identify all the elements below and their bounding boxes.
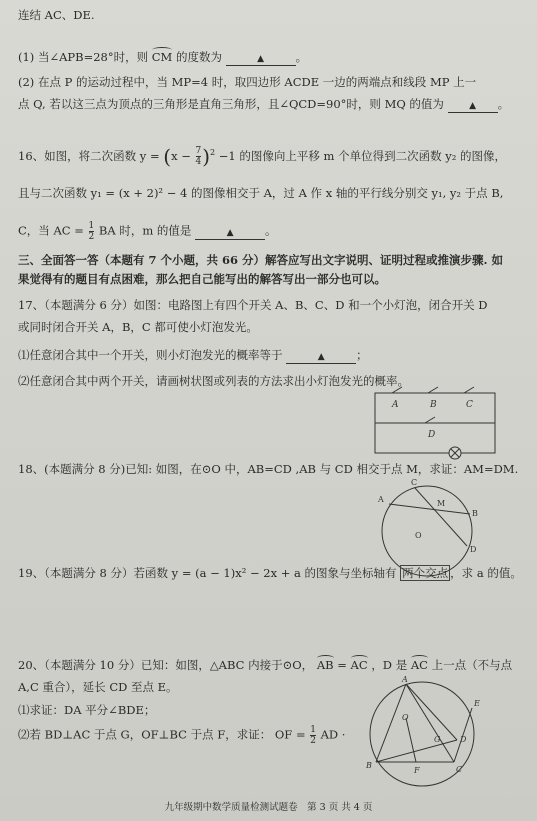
q20-part1: ⑴求证：DA 平分∠BDE；	[18, 703, 156, 717]
circuit-label-d: D	[428, 430, 436, 440]
switch-a	[392, 387, 402, 393]
q17-line2: 或同时闭合开关 A，B，C 都可使小灯泡发光。	[18, 320, 258, 334]
line-of	[406, 718, 416, 762]
q17-part2: ⑵任意闭合其中两个开关，请画树状图或列表的方法求出小灯泡发光的概率。	[18, 374, 409, 388]
q16-line3: C，当 AC = $\frac{1}{2}$ BA 时，m 的值是 ▲ 。	[18, 221, 277, 242]
label-o: O	[402, 713, 409, 722]
section3-heading-a: 三、全面答一答（本题有 7 个小题，共 66 分）解答应写出文字说明、证明过程或推演步骤. 如	[18, 253, 504, 267]
switch-d	[425, 417, 435, 423]
circuit-label-b: B	[430, 400, 437, 410]
chord-ab	[389, 504, 470, 514]
line-connect: 连结 AC、DE.	[18, 8, 95, 22]
label-a: A	[402, 676, 408, 684]
label-e: E	[474, 699, 480, 708]
q15-part1: (1) 当∠APB=28°时，则 CM 的度数为 ▲ 。	[18, 50, 308, 64]
label-b: B	[366, 761, 372, 770]
chord-cd	[415, 488, 467, 546]
page-footer: 九年级期中数学质量检测试题卷 第 3 页 共 4 页	[164, 802, 373, 813]
q19-text: 19、（本题满分 8 分）若函数 y = (a − 1)x² − 2x + a 的图象与坐标轴有 两个交点 ，求 a 的值。	[18, 566, 522, 580]
arc-cm: CM	[151, 50, 173, 64]
label-d: D	[470, 545, 477, 554]
answer-blank: ▲	[226, 53, 296, 66]
label-m: M	[437, 499, 446, 508]
q17-part1: ⑴任意闭合其中一个开关，则小灯泡发光的概率等于 ▲ ；	[18, 348, 368, 362]
circuit-label-c: C	[466, 400, 473, 410]
q20-part2: ⑵若 BD⊥AC 于点 G，OF⊥BC 于点 F，求证： OF = $\frac{1}{2}$ AD ·	[18, 725, 346, 746]
q15-part2a: (2) 在点 P 的运动过程中，当 MP=4 时，取四边形 ACDE 一边的两端点和线段 MP 上一	[18, 75, 477, 89]
q16-line1: 16、如图，将二次函数 y = (x − $\frac{7}{4}$ )$^2$ −1 的图像向上平移 m 个单位得到二次函数 y₂ 的图像，	[18, 144, 507, 169]
circuit-diagram	[370, 385, 510, 470]
answer-blank: ▲	[195, 227, 265, 240]
answer-blank: ▲	[286, 351, 356, 364]
label-d: D	[460, 735, 467, 744]
label-g: G	[434, 735, 441, 744]
label-c: C	[411, 478, 418, 487]
answer-blank: ▲	[448, 100, 498, 113]
q18-text: 18、(本题满分 8 分)已知: 如图，在⊙O 中，AB=CD ,AB 与 CD 相交于点 M，求证：AM=DM.	[18, 462, 519, 476]
label-a: A	[378, 495, 384, 504]
side-ab	[376, 684, 406, 762]
q17-line1: 17、（本题满分 6 分）如图：电路图上有四个开关 A、B、C、D 和一个小灯泡，闭合开关 D	[18, 298, 488, 312]
circle-figure-20	[362, 676, 492, 791]
circuit-label-a: A	[392, 400, 399, 410]
q20-line2: A,C 重合），延长 CD 至点 E。	[18, 680, 178, 694]
section3-heading-b: 果觉得有的题目有点困难，那么把自己能写出的解答写出一部分也可以。	[18, 272, 386, 286]
switch-c	[464, 387, 474, 393]
circle-o	[382, 486, 472, 576]
label-o: O	[415, 531, 422, 540]
label-b: B	[472, 509, 478, 518]
label-f: F	[414, 766, 420, 775]
line-ad	[406, 684, 457, 740]
q15-part2b: 点 Q, 若以这三点为顶点的三角形是直角三角形，且∠QCD=90°时，则 MQ 的值为 ▲ 。	[18, 97, 510, 111]
q16-line2: 且与二次函数 y₁ = (x + 2)² − 4 的图像相交于 A，过 A 作 x 轴的平行线分别交 y₁, y₂ 于点 B,	[18, 186, 504, 200]
label-c: C	[456, 765, 463, 774]
switch-b	[428, 387, 438, 393]
line-bd	[376, 740, 457, 762]
q20-line1: 20、（本题满分 10 分）已知：如图，△ABC 内接于⊙O， AB = AC ，D 是 AC 上一点（不与点	[18, 658, 513, 672]
